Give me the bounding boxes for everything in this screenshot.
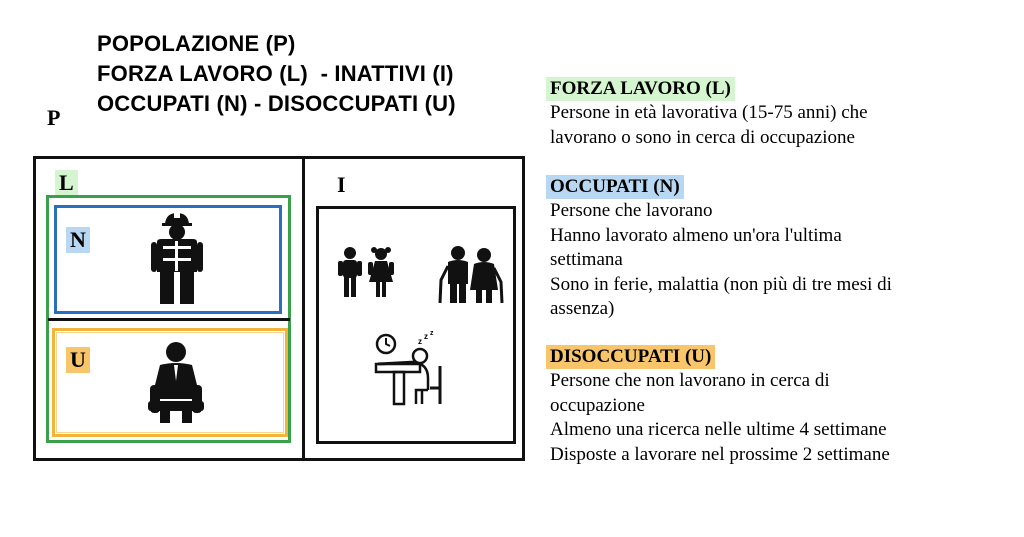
label-u: U — [66, 347, 90, 373]
title-popolazione: POPOLAZIONE (P) — [97, 31, 296, 56]
def-line: Sono in ferie, malattia (non più di tre mesi di — [550, 273, 892, 295]
def-title-disoccupati: DISOCCUPATI (U) — [546, 345, 715, 369]
def-line: Almeno una ricerca nelle ultime 4 settimane — [550, 419, 887, 441]
label-l: L — [55, 170, 78, 196]
def-line: settimana — [550, 249, 623, 271]
title-forza-lavoro-inattivi: FORZA LAVORO (L) - INATTIVI (I) — [97, 61, 454, 86]
def-body-disoccupati — [550, 369, 890, 467]
def-line: occupazione — [550, 394, 645, 416]
label-n: N — [66, 227, 90, 253]
children-icon — [334, 246, 400, 298]
def-line: Persone in età lavorativa (15-75 anni) che — [550, 102, 868, 123]
sitting-person-icon — [146, 341, 206, 425]
label-p: P — [47, 105, 61, 130]
sleeping-at-desk-icon — [374, 330, 450, 406]
def-line: Hanno lavorato almeno un'ora l'ultima — [550, 224, 842, 246]
title-occupati-disoccupati: OCCUPATI (N) - DISOCCUPATI (U) — [97, 91, 456, 116]
def-line: lavorano o sono in cerca di occupazione — [550, 126, 855, 148]
def-line: assenza) — [550, 298, 615, 320]
svg-text:z: z — [424, 332, 428, 341]
svg-text:z: z — [430, 330, 434, 337]
def-body-occupati — [550, 199, 892, 322]
elderly-couple-icon — [436, 244, 506, 304]
vertical-divider — [302, 156, 305, 461]
def-title-occupati: OCCUPATI (N) — [546, 175, 684, 199]
label-i: I — [337, 172, 346, 197]
def-title-forza-lavoro: FORZA LAVORO (L) — [546, 77, 735, 101]
worker-icon — [148, 210, 206, 306]
def-line: Disposte a lavorare nel prossime 2 settimane — [550, 443, 890, 465]
def-line: Persone che non lavorano in cerca di — [550, 370, 830, 391]
inactive-box — [316, 206, 516, 444]
employed-unemployed-divider — [48, 318, 290, 321]
svg-text:z: z — [418, 337, 422, 346]
def-line: Persone che lavorano — [550, 200, 713, 221]
def-body-forza-lavoro — [550, 101, 868, 150]
